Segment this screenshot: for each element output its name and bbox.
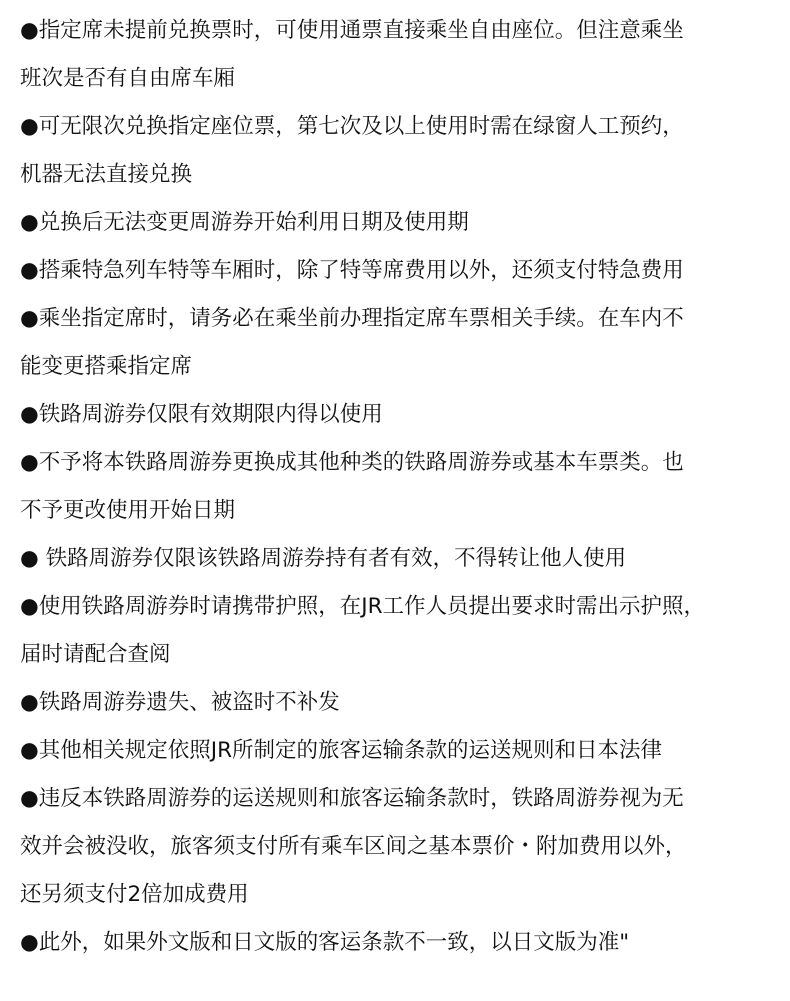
note-line: ●此外，如果外文版和日文版的客运条款不一致，以日文版为准" <box>20 930 630 955</box>
note-line: ●不予将本铁路周游券更换成其他种类的铁路周游券或基本车票类。也 <box>20 450 684 475</box>
note-line: ●违反本铁路周游券的运送规则和旅客运输条款时，铁路周游券视为无 <box>20 786 684 811</box>
note-line: 还另须支付2倍加成费用 <box>20 882 249 907</box>
note-line: 班次是否有自由席车厢 <box>20 66 236 91</box>
note-line: 不予更改使用开始日期 <box>20 498 236 523</box>
note-line: 效并会被没收，旅客须支付所有乘车区间之基本票价・附加费用以外， <box>20 834 687 859</box>
terms-notes <box>20 7 780 967</box>
note-line: 届时请配合查阅 <box>20 642 171 667</box>
note-line: ● 铁路周游券仅限该铁路周游券持有者有效，不得转让他人使用 <box>20 546 627 571</box>
note-line: ●铁路周游券仅限有效期限内得以使用 <box>20 402 383 427</box>
note-line: ●铁路周游券遗失、被盗时不补发 <box>20 690 340 715</box>
note-line: 机器无法直接兑换 <box>20 162 193 187</box>
note-line: 能变更搭乘指定席 <box>20 354 193 379</box>
note-line: ●兑换后无法变更周游券开始利用日期及使用期 <box>20 210 469 235</box>
note-line: ●搭乘特急列车特等车厢时，除了特等席费用以外，还须支付特急费用 <box>20 258 684 283</box>
note-line: ●可无限次兑换指定座位票，第七次及以上使用时需在绿窗人工预约， <box>20 114 684 139</box>
note-line: ●其他相关规定依照JR所制定的旅客运输条款的运送规则和日本法律 <box>20 738 663 763</box>
note-line: ●指定席未提前兑换票时，可使用通票直接乘坐自由座位。但注意乘坐 <box>20 18 684 43</box>
note-line: ●使用铁路周游券时请携带护照，在JR工作人员提出要求时需出示护照， <box>20 594 706 619</box>
note-line: ●乘坐指定席时，请务必在乘坐前办理指定席车票相关手续。在车内不 <box>20 306 684 331</box>
